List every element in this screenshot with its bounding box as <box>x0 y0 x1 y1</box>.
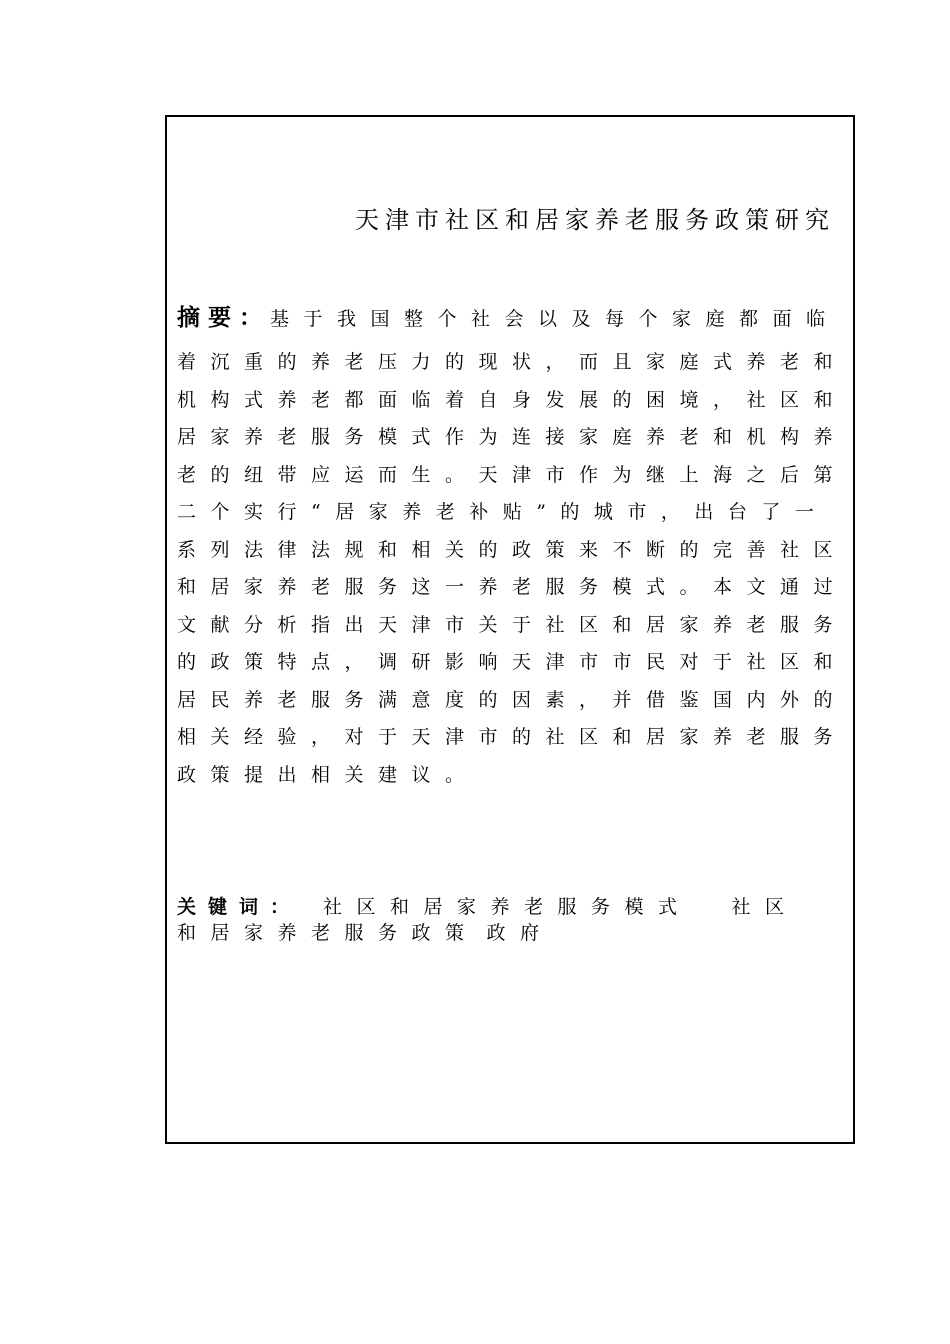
abstract-label: 摘要： <box>177 305 270 331</box>
abstract-line: 和居家养老服务这一养老服务模式。本文通过 <box>177 576 848 598</box>
abstract-line: 老的纽带应运而生。天津市作为继上海之后第 <box>177 463 848 486</box>
keywords-section <box>177 894 832 946</box>
abstract-line: 居家养老服务模式作为连接家庭养老和机构养 <box>177 426 848 448</box>
abstract-section <box>177 296 848 794</box>
abstract-line: 二个实行“居家养老补贴”的城市，出台了一 <box>177 501 829 523</box>
keyword: 社区和居家养老服务模式 <box>323 896 692 918</box>
keyword: 政府 <box>486 922 554 944</box>
abstract-line: 文献分析指出天津市关于社区和居家养老服务 <box>177 613 848 636</box>
abstract-line: 的政策特点，调研影响天津市市民对于社区和 <box>177 651 848 673</box>
abstract-line: 着沉重的养老压力的现状，而且家庭式养老和 <box>177 351 848 373</box>
abstract-line: 政策提出相关建议。 <box>177 763 479 786</box>
keywords-label: 关键词： <box>177 896 302 918</box>
abstract-line: 相关经验，对于天津市的社区和居家养老服务 <box>177 726 848 748</box>
document-title: 天津市社区和居家养老服务政策研究 <box>355 206 835 234</box>
abstract-line: 系列法律法规和相关的政策来不断的完善社区 <box>177 538 848 561</box>
keyword: 社区和居家养老服务政策 <box>177 896 799 944</box>
abstract-text: 基于我国整个社会以及每个家庭都面临 <box>270 308 840 330</box>
abstract-line: 居民养老服务满意度的因素，并借鉴国内外的 <box>177 688 848 711</box>
abstract-line <box>177 296 840 344</box>
abstract-line: 机构式养老都面临着自身发展的困境，社区和 <box>177 388 848 411</box>
